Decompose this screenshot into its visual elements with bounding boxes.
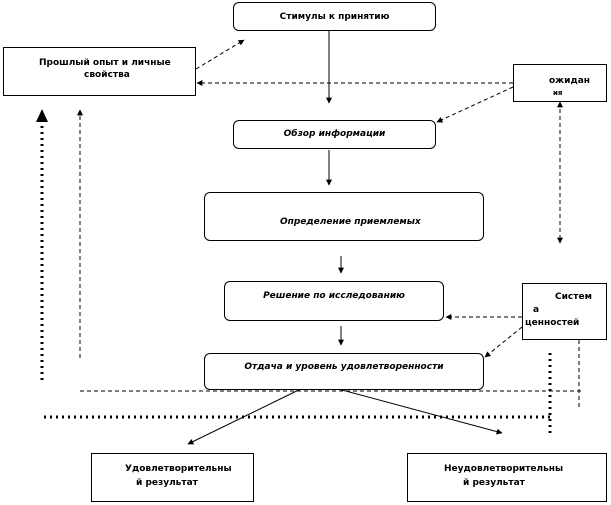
node-experience-line1: Прошлый опыт и личные [39, 58, 171, 68]
node-output-label: Отдача и уровень удовлетворенности [244, 362, 444, 372]
dashed-ozh-to-review [437, 87, 513, 122]
node-unsatisfactory-line2: й результат [463, 478, 525, 488]
dotted-left-arrowhead [36, 109, 48, 122]
node-stimuli [233, 2, 436, 31]
node-satisfactory [91, 453, 254, 502]
node-ozh-line2: ия [553, 89, 563, 97]
node-review-label: Обзор информации [283, 129, 386, 139]
node-decision-label: Решение по исследованию [263, 291, 405, 301]
node-values-line1: Систем [555, 292, 592, 302]
dashed-values-to-output [485, 327, 522, 357]
node-experience-line2: свойства [84, 70, 130, 80]
node-stimuli-label: Стимулы к принятию [279, 12, 390, 22]
node-definition-label: Определение приемлемых [280, 217, 421, 227]
node-values [522, 283, 607, 340]
node-values-line2: а [533, 305, 540, 315]
node-unsatisfactory [407, 453, 607, 502]
node-decision [224, 281, 444, 321]
node-review [233, 120, 436, 149]
dashed-experience-to-stimuli [196, 40, 244, 69]
node-values-line3: ценностей [525, 318, 580, 328]
node-experience [3, 47, 196, 96]
node-ozh-line1: ожидан [549, 76, 591, 86]
node-ozh [513, 64, 607, 102]
node-satisfactory-line2: й результат [136, 478, 198, 488]
node-definition [204, 192, 484, 241]
node-unsatisfactory-line1: Неудовлетворительны [444, 464, 564, 474]
node-satisfactory-line1: Удовлетворительны [125, 464, 232, 474]
arrow-output-to-satisfactory [188, 383, 313, 444]
node-output [204, 353, 484, 390]
